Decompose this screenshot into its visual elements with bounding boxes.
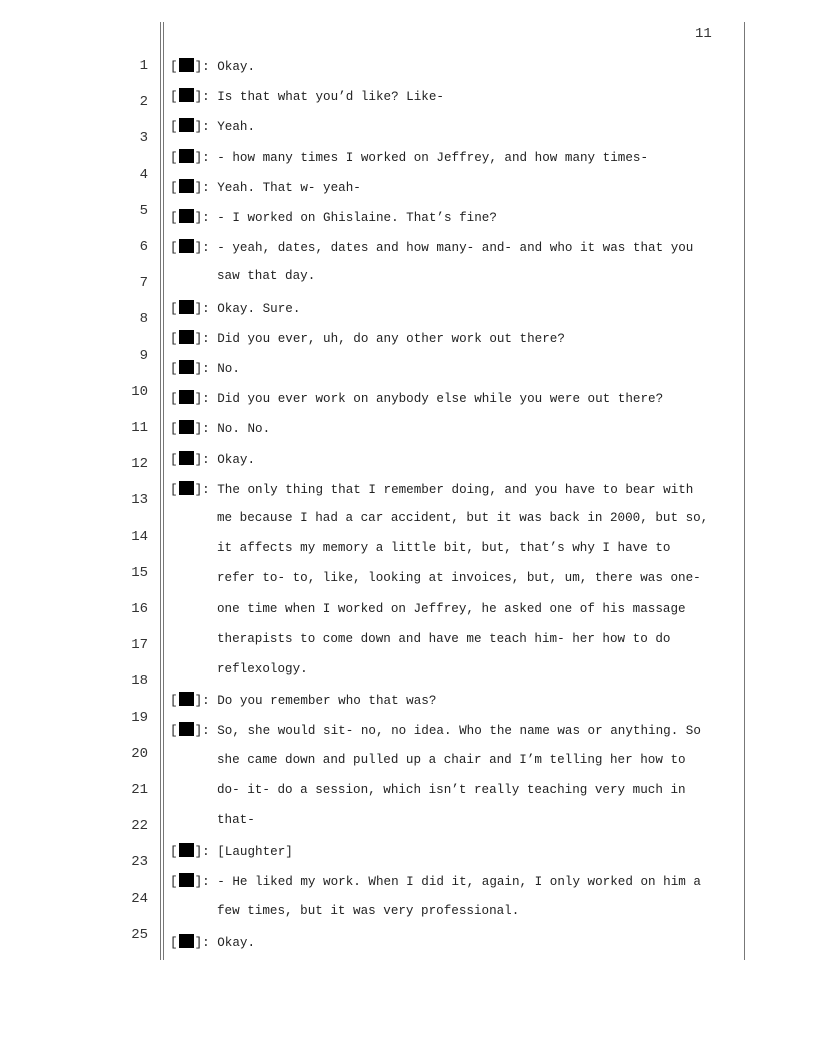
speaker-bracket-open: [: [170, 90, 178, 105]
left-margin-rule-inner: [163, 22, 164, 960]
line-text: it affects my memory a little bit, but, that’s why I have to: [217, 541, 671, 556]
line-number: 21: [131, 782, 148, 798]
line-text: Okay.: [209, 60, 256, 74]
line-text: do- it- do a session, which isn’t really teaching very much in: [217, 782, 686, 797]
transcript-continuation-line: [217, 783, 686, 797]
line-text: one time when I worked on Jeffrey, he asked one of his massage: [217, 601, 686, 616]
transcript-line: [170, 481, 693, 497]
speaker-bracket-open: [: [170, 301, 178, 316]
transcript-line: [170, 420, 270, 436]
line-text: that-: [217, 813, 255, 827]
speaker-bracket-close: ]:: [194, 211, 210, 225]
transcript-line: [170, 118, 255, 134]
line-number: 4: [139, 166, 148, 183]
line-number: 13: [131, 492, 148, 509]
transcript-line: [170, 58, 255, 74]
line-text: Is that what you’d like? Like-: [209, 90, 444, 105]
line-number: 2: [139, 94, 148, 111]
redaction-block: [179, 239, 194, 253]
line-number: 25: [131, 926, 148, 943]
redaction-block: [179, 692, 194, 706]
speaker-bracket-close: ]:: [194, 90, 210, 105]
transcript-line: [170, 330, 565, 346]
speaker-bracket-close: ]:: [194, 392, 210, 407]
redaction-block: [179, 179, 194, 193]
speaker-bracket-close: ]:: [194, 241, 210, 256]
line-number: 5: [139, 202, 148, 219]
speaker-bracket-open: [: [170, 241, 178, 256]
line-text: So, she would sit- no, no idea. Who the name was or anything. So: [209, 724, 701, 739]
transcript-line: [170, 934, 255, 950]
line-number: 6: [139, 239, 148, 255]
line-text: - I worked on Ghislaine. That’s fine?: [209, 211, 497, 225]
line-number: 14: [131, 528, 148, 545]
line-text: [Laughter]: [209, 845, 293, 860]
speaker-bracket-open: [: [170, 482, 178, 497]
line-text: Yeah. That w- yeah-: [209, 180, 361, 195]
speaker-bracket-open: [: [170, 180, 178, 195]
line-text: few times, but it was very professional.: [217, 903, 520, 918]
line-text: - how many times I worked on Jeffrey, and how many times-: [209, 150, 649, 165]
transcript-line: [170, 873, 701, 889]
redaction-block: [179, 118, 194, 132]
speaker-bracket-open: [: [170, 724, 178, 739]
transcript-line: [170, 843, 293, 859]
speaker-bracket-open: [: [170, 60, 178, 74]
redaction-block: [179, 390, 194, 404]
speaker-bracket-open: [: [170, 211, 178, 225]
speaker-bracket-close: ]:: [194, 694, 210, 709]
line-text: therapists to come down and have me teach him- her how to do: [217, 631, 671, 646]
line-text: No.: [209, 362, 240, 376]
speaker-bracket-close: ]:: [194, 60, 210, 74]
line-text: Okay. Sure.: [209, 301, 301, 316]
line-number: 17: [131, 637, 148, 654]
speaker-bracket-close: ]:: [194, 301, 210, 316]
speaker-bracket-open: [: [170, 694, 178, 709]
speaker-bracket-open: [: [170, 150, 178, 165]
line-number: 18: [131, 673, 148, 690]
left-margin-rule: [160, 22, 161, 960]
speaker-bracket-close: ]:: [194, 422, 210, 437]
redaction-block: [179, 209, 194, 223]
redaction-block: [179, 330, 194, 344]
right-margin-rule: [744, 22, 745, 960]
transcript-line: [170, 149, 648, 165]
speaker-bracket-close: ]:: [194, 935, 210, 950]
line-text: Did you ever, uh, do any other work out there?: [209, 331, 565, 346]
line-text: - yeah, dates, dates and how many- and- and who it was that you: [209, 241, 694, 256]
line-text: The only thing that I remember doing, and you have to bear with: [209, 482, 694, 497]
line-text: No. No.: [209, 422, 271, 437]
page-number: 11: [695, 26, 712, 42]
redaction-block: [179, 481, 194, 495]
line-number: 12: [131, 456, 148, 473]
transcript-line: [170, 451, 255, 467]
line-text: - He liked my work. When I did it, again, I only worked on him a: [209, 875, 701, 890]
transcript-line: [170, 179, 361, 195]
redaction-block: [179, 300, 194, 314]
line-text: Yeah.: [209, 120, 256, 135]
speaker-bracket-open: [: [170, 452, 178, 467]
line-number: 23: [131, 854, 148, 871]
transcript-line: [170, 390, 663, 406]
transcript-line: [170, 722, 701, 738]
line-number: 9: [139, 347, 148, 364]
line-text: me because I had a car accident, but it was back in 2000, but so,: [217, 511, 709, 525]
line-number: 1: [139, 58, 148, 74]
transcript-continuation-line: [217, 602, 686, 616]
speaker-bracket-close: ]:: [194, 331, 210, 346]
speaker-bracket-open: [: [170, 875, 178, 890]
transcript-continuation-line: [217, 813, 255, 827]
speaker-bracket-open: [: [170, 845, 178, 860]
transcript-continuation-line: [217, 662, 308, 676]
speaker-bracket-close: ]:: [194, 875, 210, 890]
line-number: 19: [131, 709, 148, 726]
line-text: reflexology.: [217, 662, 308, 676]
line-number: 11: [131, 420, 148, 436]
line-number: 20: [131, 745, 148, 762]
redaction-block: [179, 843, 194, 857]
transcript-continuation-line: [217, 904, 519, 918]
speaker-bracket-close: ]:: [194, 180, 210, 195]
line-text: Okay.: [209, 935, 256, 950]
speaker-bracket-close: ]:: [194, 845, 210, 860]
speaker-bracket-close: ]:: [194, 120, 210, 135]
line-number: 22: [131, 818, 148, 835]
transcript-line: [170, 88, 444, 104]
speaker-bracket-open: [: [170, 935, 178, 950]
line-text: Okay.: [209, 452, 256, 467]
line-number: 7: [139, 275, 148, 292]
speaker-bracket-close: ]:: [194, 724, 210, 739]
redaction-block: [179, 149, 194, 163]
redaction-block: [179, 934, 194, 948]
line-number: 16: [131, 601, 148, 617]
speaker-bracket-close: ]:: [194, 150, 210, 165]
speaker-bracket-open: [: [170, 120, 178, 135]
transcript-line: [170, 209, 497, 225]
transcript-line: [170, 360, 240, 376]
speaker-bracket-close: ]:: [194, 482, 210, 497]
line-number: 15: [131, 564, 148, 581]
redaction-block: [179, 360, 194, 374]
line-number: 3: [139, 130, 148, 147]
redaction-block: [179, 58, 194, 72]
transcript-continuation-line: [217, 753, 686, 767]
line-text: saw that day.: [217, 269, 316, 284]
line-text: refer to- to, like, looking at invoices, but, um, there was one-: [217, 571, 701, 586]
speaker-bracket-open: [: [170, 422, 178, 437]
transcript-line: [170, 239, 693, 255]
redaction-block: [179, 88, 194, 102]
speaker-bracket-close: ]:: [194, 362, 210, 376]
line-number: 8: [139, 311, 148, 328]
redaction-block: [179, 873, 194, 887]
redaction-block: [179, 722, 194, 736]
speaker-bracket-open: [: [170, 331, 178, 346]
transcript-continuation-line: [217, 571, 701, 585]
line-number: 24: [131, 890, 148, 907]
transcript-line: [170, 300, 300, 316]
transcript-continuation-line: [217, 541, 670, 555]
transcript-continuation-line: [217, 632, 670, 646]
transcript-line: [170, 692, 436, 708]
transcript-continuation-line: [217, 511, 708, 525]
redaction-block: [179, 420, 194, 434]
line-number: 10: [131, 383, 148, 400]
transcript-continuation-line: [217, 269, 315, 283]
line-text: Do you remember who that was?: [209, 694, 437, 709]
speaker-bracket-open: [: [170, 362, 178, 376]
speaker-bracket-open: [: [170, 392, 178, 407]
line-text: Did you ever work on anybody else while you were out there?: [209, 392, 664, 407]
speaker-bracket-close: ]:: [194, 452, 210, 467]
redaction-block: [179, 451, 194, 465]
line-text: she came down and pulled up a chair and I’m telling her how to: [217, 752, 686, 767]
